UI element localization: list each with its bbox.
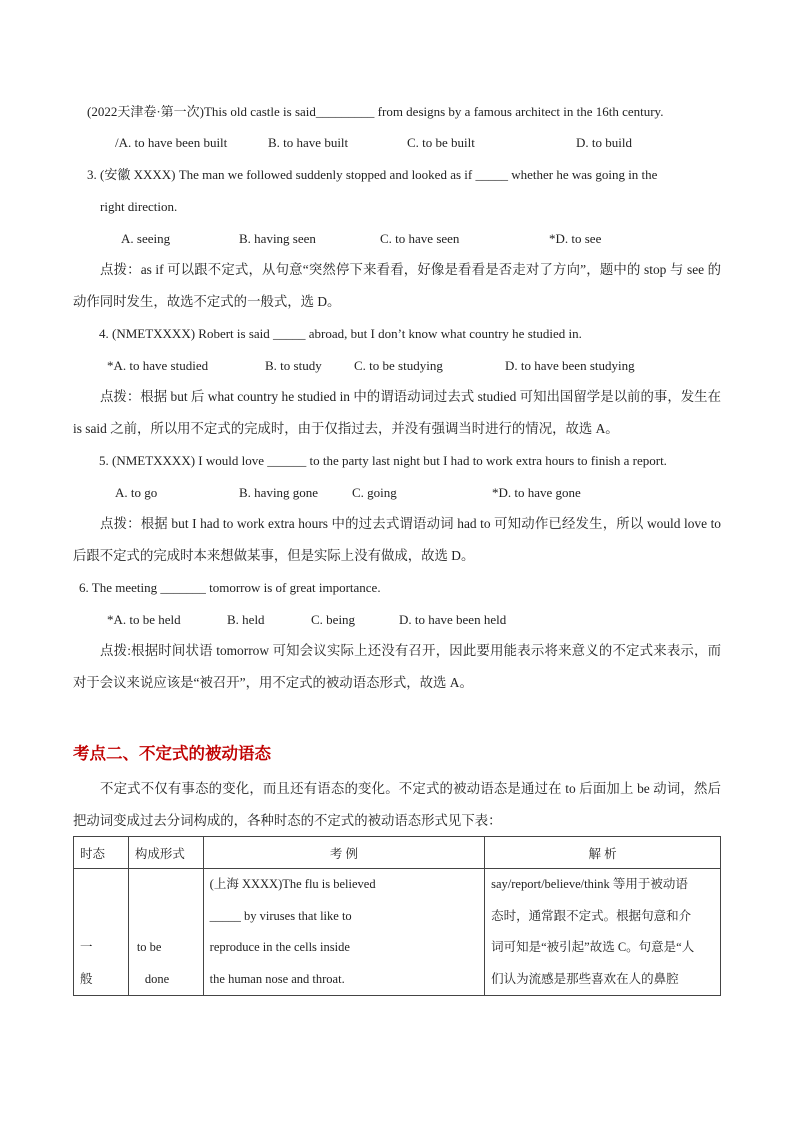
analysis-paragraph: 点拨:根据时间状语 tomorrow 可知会议实际上还没有召开，因此要用能表示将来意义的不定式来表示，而对于会议来说应该是“被召开”，用不定式的被动语态形式，故选 A。 (73, 643, 721, 690)
analysis-paragraph: 点拨：as if 可以跟不定式，从句意“突然停下来看看，好像是看看是否走对了方向”，题中的 stop 与 see 的动作同时发生，故选不定式的一般式，选 D。 (73, 262, 721, 309)
header-cell: 解 析 (485, 837, 721, 869)
section-heading: 考点二、不定式的被动语态 (73, 744, 271, 763)
option-c: C. to have seen (380, 231, 460, 246)
option-d: *D. to have gone (492, 485, 581, 500)
analysis-cell (485, 869, 721, 996)
header-cell: 考 例 (203, 837, 484, 869)
form-line: to be (136, 940, 162, 954)
option-d: D. to have been held (399, 612, 507, 627)
passive-voice-table (73, 836, 721, 996)
analysis-paragraph: 点拨：根据 but 后 what country he studied in 中的谓语动词过去式 studied 可知出国留学是以前的事，发生在 is said 之前，所以用不定式的完成时，由于仅指过去，并没有强调当时进行的情况，故选 A。 (73, 389, 721, 436)
example-line: reproduce in the cells inside (209, 940, 350, 954)
question-stem: (2022天津卷·第一次)This old castle is said_________ from designs by a famous architect in the 16th century. (87, 104, 664, 119)
option-a: A. to go (115, 485, 158, 500)
option-b: B. held (227, 612, 265, 627)
analysis-line: 词可知是“被引起”故选 C。句意是“人 (491, 940, 695, 954)
option-a: A. seeing (121, 231, 171, 246)
form-line: done (144, 971, 170, 986)
option-c: C. being (311, 612, 356, 627)
header-cell: 时态 (74, 837, 129, 869)
option-c: C. to be studying (354, 358, 443, 373)
option-c: C. going (352, 485, 397, 500)
example-line: _____ by viruses that like to (209, 908, 352, 923)
question-stem-cont: right direction. (100, 199, 178, 214)
example-line: the human nose and throat. (209, 971, 345, 986)
option-a: /A. to have been built (115, 135, 228, 150)
option-d: *D. to see (549, 231, 602, 246)
option-a: *A. to have studied (107, 358, 209, 373)
option-a: *A. to be held (107, 612, 181, 627)
option-b: B. having gone (239, 485, 319, 500)
analysis-paragraph: 点拨：根据 but I had to work extra hours 中的过去式谓语动词 had to 可知动作已经发生，所以 would love to 后跟不定式的完成时本来想做某事，但是实际上没有做成，故选 D。 (73, 516, 721, 563)
tense-line: 一 (80, 940, 93, 954)
option-b: B. to study (265, 358, 322, 373)
question-stem: 4. (NMETXXXX) Robert is said _____ abroad, but I don’t know what country he studied in. (99, 326, 582, 341)
table-header-row (74, 837, 721, 869)
option-d: D. to build (576, 135, 632, 150)
section-intro: 不定式不仅有事态的变化，而且还有语态的变化。不定式的被动语态是通过在 to 后面加上 be 动词，然后把动词变成过去分词构成的，各种时态的不定式的被动语态形式见下表： (73, 781, 721, 828)
analysis-line: say/report/believe/think 等用于被动语 (491, 877, 688, 891)
header-cell: 构成形式 (128, 837, 203, 869)
example-line: (上海 XXXX)The flu is believed (209, 877, 376, 891)
tense-cell (74, 869, 129, 996)
form-cell (128, 869, 203, 996)
option-c: C. to be built (407, 135, 475, 150)
analysis-line: 们认为流感是那些喜欢在人的鼻腔 (491, 971, 679, 986)
tense-line: 般 (80, 971, 93, 986)
table-row (74, 869, 721, 996)
question-stem: 3. (安徽 XXXX) The man we followed suddenly stopped and looked as if _____ whether he was going in the (87, 167, 658, 182)
question-stem: 6. The meeting _______ tomorrow is of great importance. (79, 580, 381, 595)
analysis-line: 态时，通常跟不定式。根据句意和介 (491, 908, 692, 923)
option-b: B. having seen (239, 231, 316, 246)
example-cell (203, 869, 484, 996)
question-stem: 5. (NMETXXXX) I would love ______ to the party last night but I had to work extra hours to finish a report. (99, 453, 667, 468)
option-d: D. to have been studying (505, 358, 635, 373)
option-b: B. to have built (268, 135, 349, 150)
